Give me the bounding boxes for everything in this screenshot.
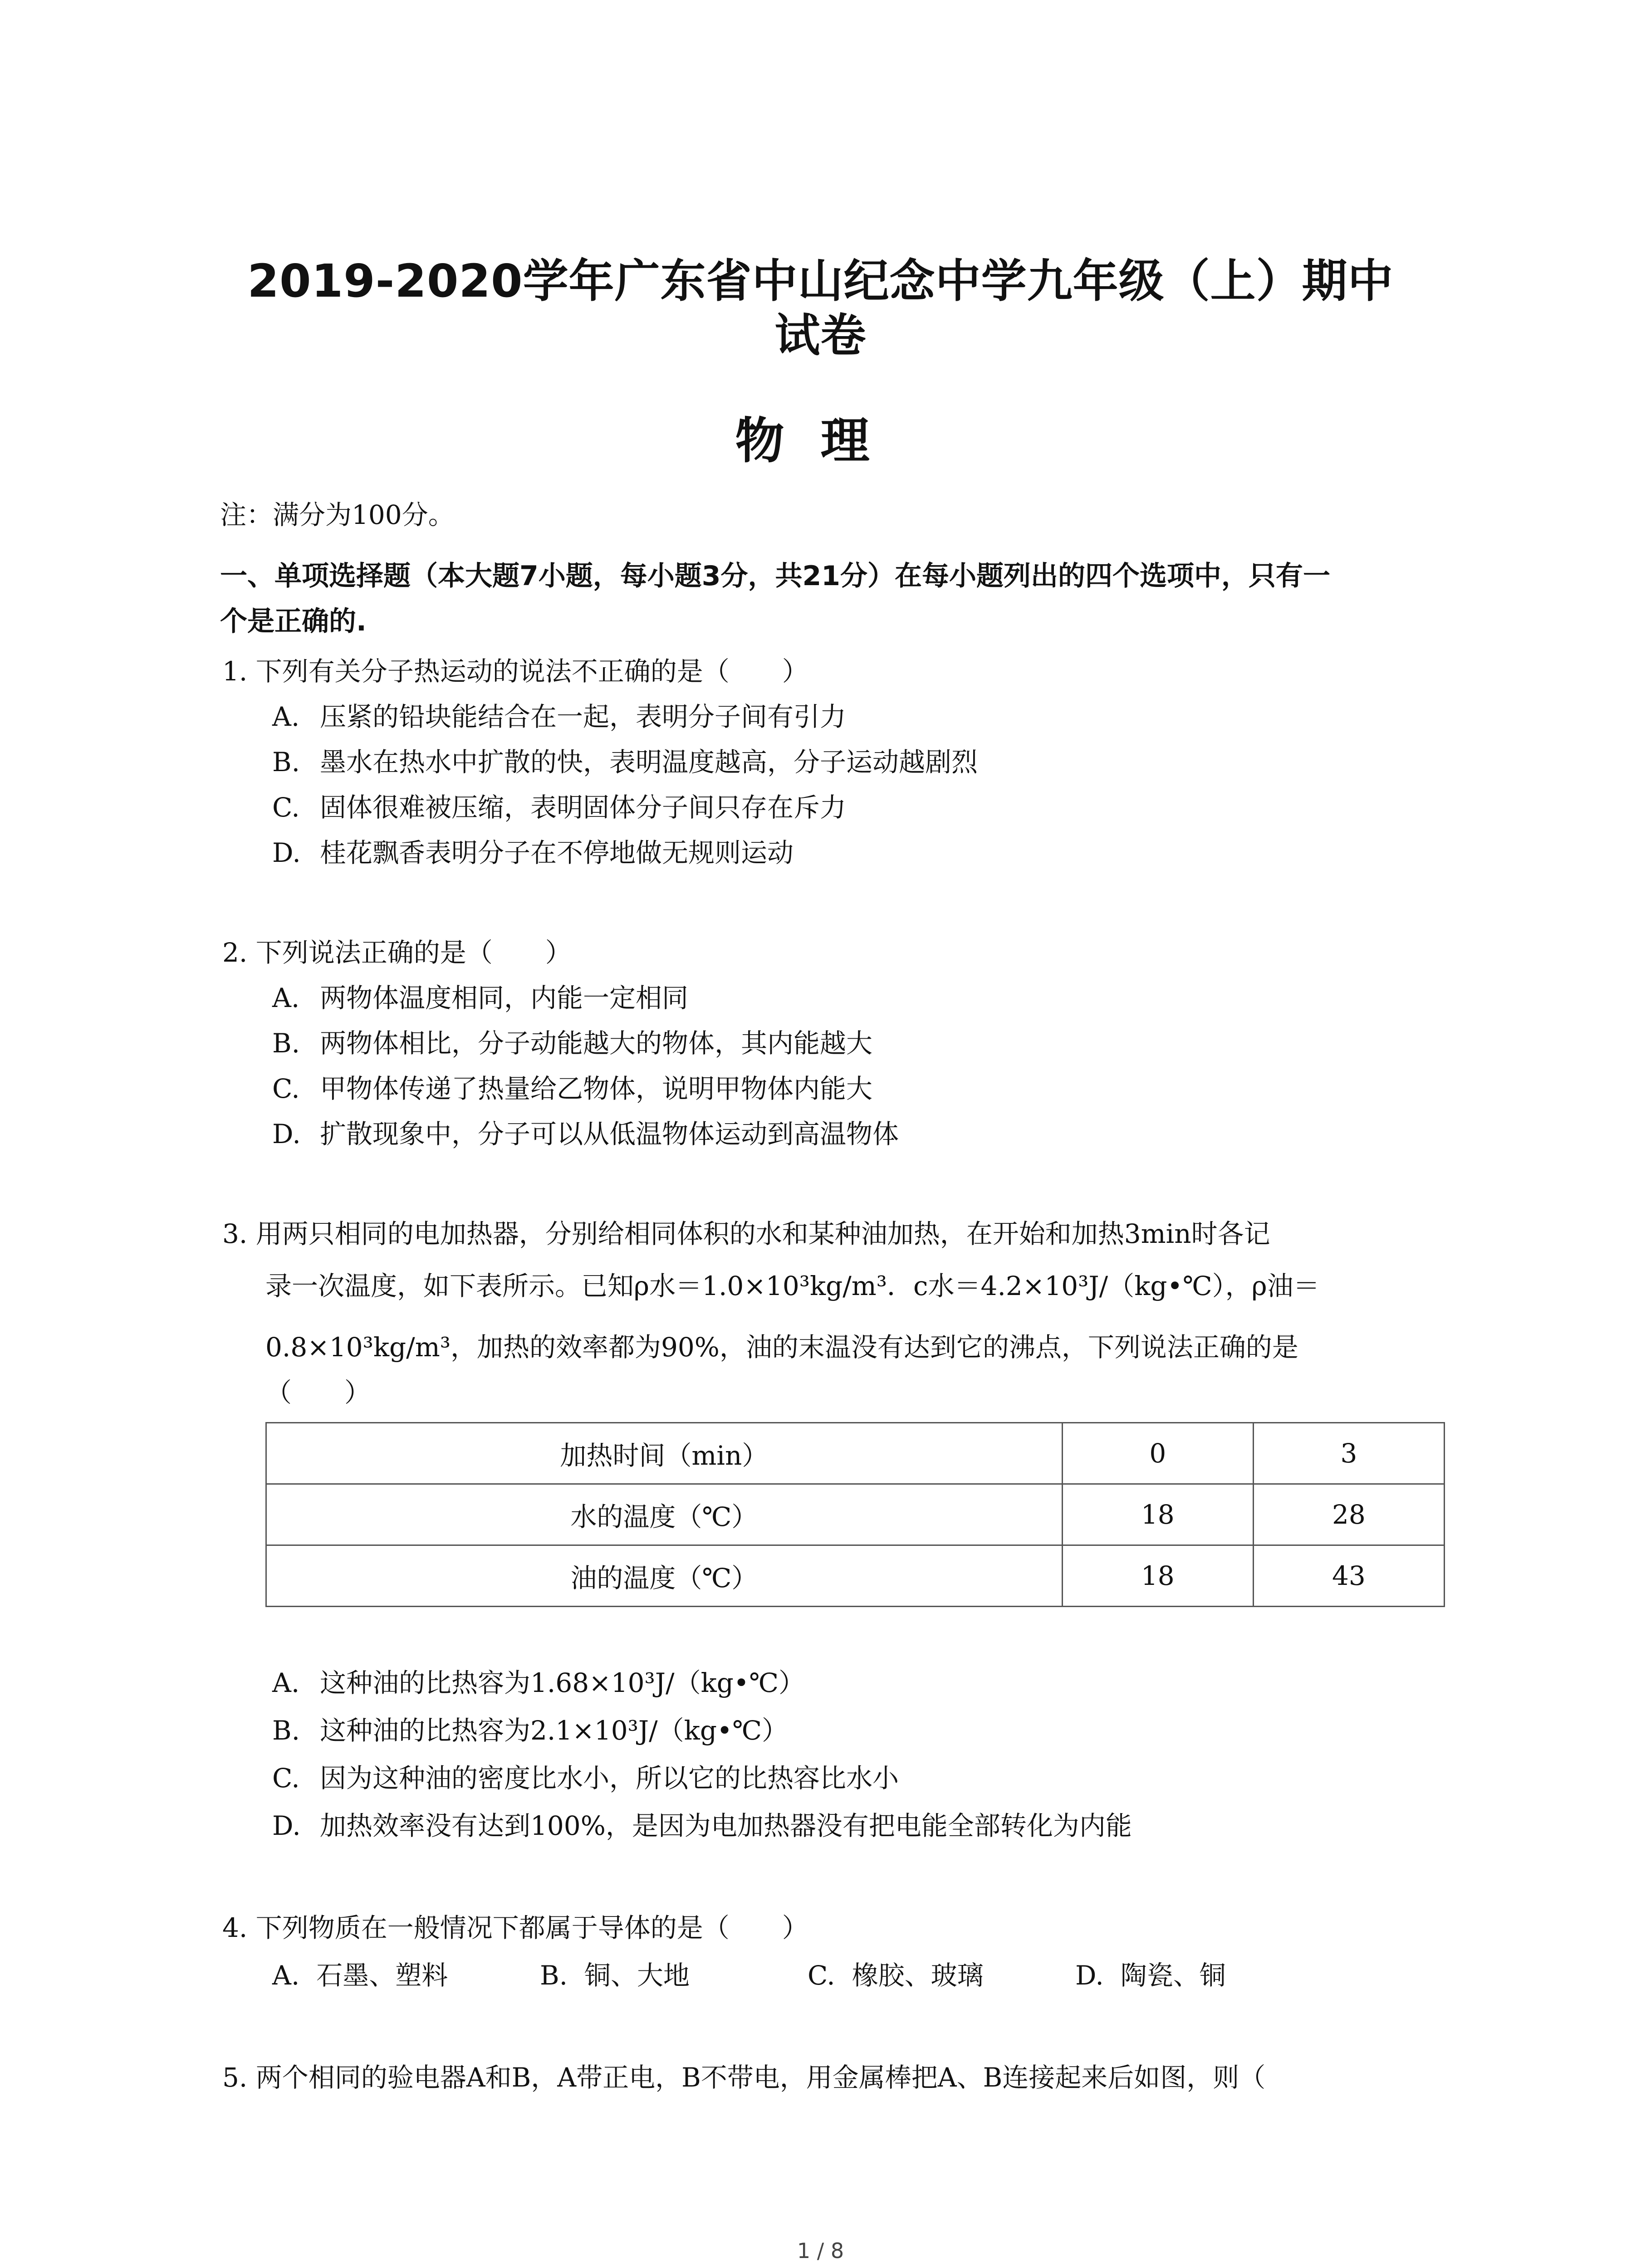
section-heading-line-1: 一、单项选择题（本大题7小题，每小题3分，共21分）在每小题列出的四个选项中，只有一 <box>220 560 1330 592</box>
question-3-line-3: 0.8×10³kg/m³，加热的效率都为90%，油的末温没有达到它的沸点，下列说法正确的是 <box>265 1332 1298 1363</box>
option-text: 固体很难被压缩，表明固体分子间只存在斥力 <box>320 792 847 823</box>
table-cell: 加热时间（min） <box>266 1423 1063 1484</box>
question-5-stem: 5. 两个相同的验电器A和B，A带正电，B不带电，用金属棒把A、B连接起来后如图，则（ <box>222 2062 1266 2093</box>
table-cell: 0 <box>1062 1423 1253 1484</box>
page-number: 1 / 8 <box>797 2239 844 2263</box>
question-3-line-2: 录一次温度，如下表所示。已知ρ水＝1.0×10³kg/m³．c水＝4.2×10³J/（kg•℃），ρ油＝ <box>265 1271 1320 1301</box>
option-text: 加热效率没有达到100%，是因为电加热器没有把电能全部转化为内能 <box>320 1810 1132 1841</box>
q1-option-b <box>272 746 978 778</box>
table-cell: 43 <box>1253 1545 1444 1607</box>
option-text: 因为这种油的密度比水小，所以它的比热容比水小 <box>320 1763 899 1794</box>
q4-option-d <box>1075 1960 1226 1991</box>
q4-option-b <box>540 1960 808 1991</box>
question-2-stem: 2. 下列说法正确的是（ ） <box>222 937 572 968</box>
option-letter: D. <box>272 837 301 868</box>
option-letter: D. <box>272 1119 301 1149</box>
q2-option-c <box>272 1073 872 1105</box>
q1-option-d <box>272 837 794 869</box>
option-letter: A. <box>272 701 300 732</box>
option-text: 两物体相比，分子动能越大的物体，其内能越大 <box>320 1028 873 1059</box>
subject-heading: 物理 <box>735 413 906 469</box>
option-text: 石墨、塑料 <box>316 1960 448 1991</box>
option-text: 扩散现象中，分子可以从低温物体运动到高温物体 <box>320 1119 899 1149</box>
temperature-table <box>265 1422 1445 1607</box>
option-letter: A. <box>272 1667 300 1698</box>
exam-title-line-2: 试卷 <box>774 309 867 362</box>
option-letter: B. <box>272 1715 300 1746</box>
exam-title-line-1: 2019-2020学年广东省中山纪念中学九年级（上）期中 <box>247 254 1394 308</box>
q2-option-d <box>272 1118 899 1150</box>
table-cell: 油的温度（℃） <box>266 1545 1063 1607</box>
score-note: 注：满分为100分。 <box>220 499 455 530</box>
option-text: 橡胶、玻璃 <box>852 1960 984 1991</box>
q2-option-b <box>272 1027 872 1059</box>
option-text: 两物体温度相同，内能一定相同 <box>320 982 689 1013</box>
table-row <box>266 1484 1445 1545</box>
question-3-line-1: 3. 用两只相同的电加热器，分别给相同体积的水和某种油加热，在开始和加热3min时各记 <box>222 1218 1270 1249</box>
option-letter: C. <box>272 792 300 823</box>
option-letter: B. <box>540 1960 568 1991</box>
option-text: 墨水在热水中扩散的快，表明温度越高，分子运动越剧烈 <box>320 747 978 777</box>
q3-option-c <box>272 1762 899 1794</box>
table-cell: 3 <box>1253 1423 1444 1484</box>
option-text: 陶瓷、铜 <box>1120 1960 1226 1991</box>
q2-option-a <box>272 982 688 1014</box>
table-cell: 28 <box>1253 1484 1444 1545</box>
table-cell: 水的温度（℃） <box>266 1484 1063 1545</box>
question-1-stem: 1. 下列有关分子热运动的说法不正确的是（ ） <box>222 656 808 687</box>
table-cell: 18 <box>1062 1484 1253 1545</box>
question-4-stem: 4. 下列物质在一般情况下都属于导体的是（ ） <box>222 1912 808 1943</box>
option-letter: B. <box>272 1028 300 1059</box>
table-row <box>266 1423 1445 1484</box>
option-text: 桂花飘香表明分子在不停地做无规则运动 <box>320 837 794 868</box>
question-3-line-4: （ ） <box>265 1377 371 1408</box>
option-letter: C. <box>272 1763 300 1794</box>
option-text: 这种油的比热容为2.1×10³J/（kg•℃） <box>320 1715 789 1746</box>
table-cell: 18 <box>1062 1545 1253 1607</box>
section-heading-line-2: 个是正确的. <box>220 606 367 637</box>
option-letter: C. <box>808 1960 835 1991</box>
option-letter: B. <box>272 747 300 777</box>
option-text: 甲物体传递了热量给乙物体，说明甲物体内能大 <box>320 1073 873 1104</box>
q3-option-b <box>272 1715 788 1746</box>
table-row <box>266 1545 1445 1607</box>
q1-option-a <box>272 701 846 733</box>
option-text: 这种油的比热容为1.68×10³J/（kg•℃） <box>320 1667 805 1698</box>
q3-option-d <box>272 1810 1132 1842</box>
option-letter: C. <box>272 1073 300 1104</box>
option-text: 压紧的铅块能结合在一起，表明分子间有引力 <box>320 701 847 732</box>
q4-option-c <box>808 1960 1075 1991</box>
option-letter: D. <box>272 1810 301 1841</box>
q4-options-row <box>272 1960 1226 1991</box>
q1-option-c <box>272 792 846 823</box>
option-letter: A. <box>272 1960 300 1991</box>
q4-option-a <box>272 1960 540 1991</box>
option-letter: A. <box>272 982 300 1013</box>
option-text: 铜、大地 <box>584 1960 690 1991</box>
q3-option-a <box>272 1667 805 1699</box>
option-letter: D. <box>1075 1960 1104 1991</box>
